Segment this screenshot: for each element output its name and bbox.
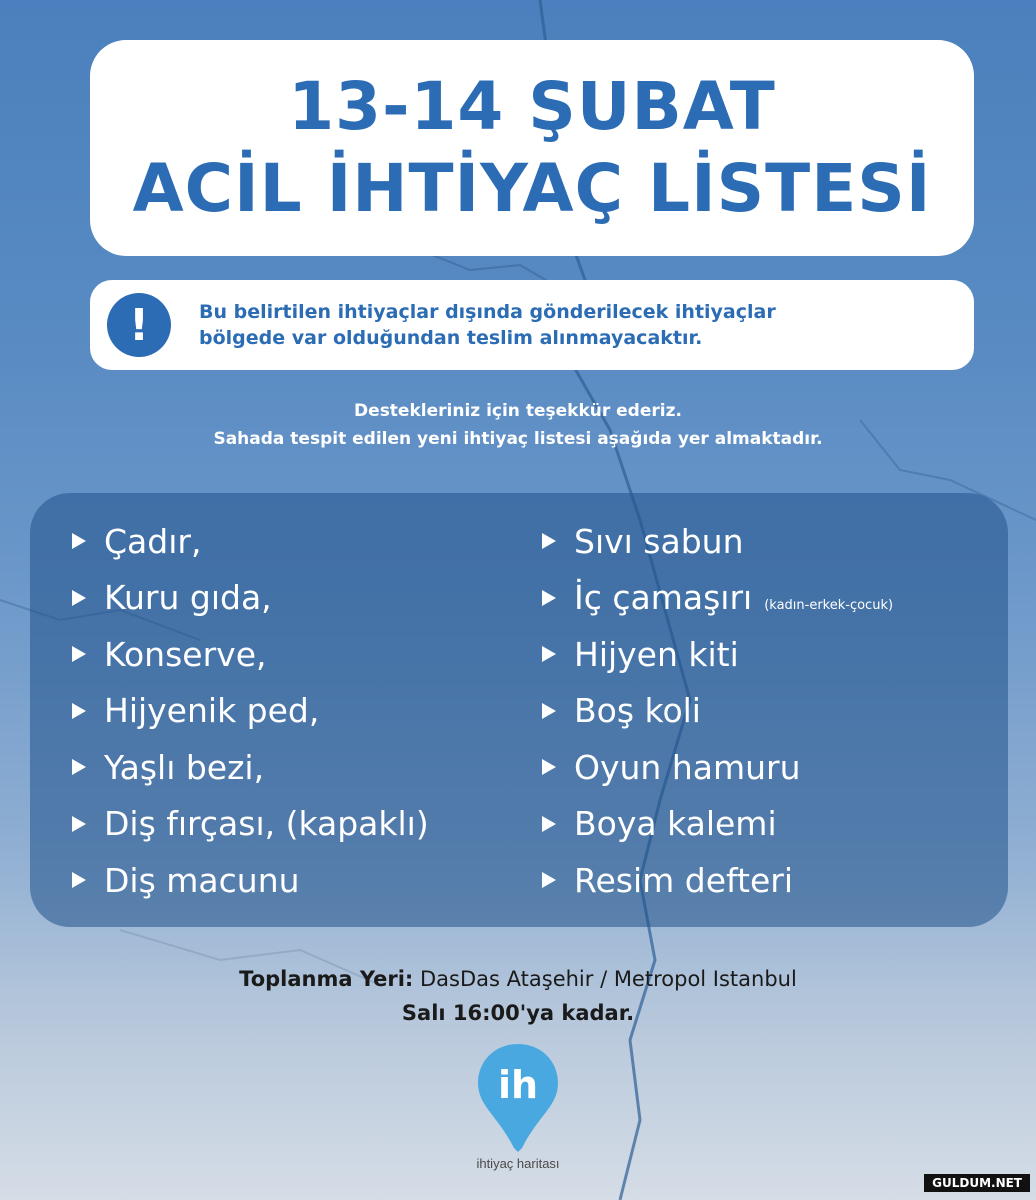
watermark: GULDUM.NET	[924, 1174, 1030, 1192]
item-label: Kuru gıda,	[104, 578, 272, 618]
thanks-message	[0, 397, 1036, 453]
item-label: Diş macunu	[104, 860, 300, 900]
list-item	[72, 513, 429, 570]
warning-line-1: Bu belirtilen ihtiyaçlar dışında gönderilecek ihtiyaçlar	[199, 301, 776, 323]
list-item	[72, 739, 429, 796]
play-arrow-icon	[542, 646, 556, 662]
play-arrow-icon	[542, 533, 556, 549]
play-arrow-icon	[72, 646, 86, 662]
list-item	[72, 570, 429, 627]
item-label: Resim defteri	[574, 860, 794, 900]
play-arrow-icon	[72, 703, 86, 719]
title-heading: ACİL İHTİYAÇ LİSTESİ	[132, 150, 932, 227]
play-arrow-icon	[72, 816, 86, 832]
logo-caption: ihtiyaç haritası	[476, 1156, 560, 1171]
needs-list	[30, 493, 1008, 927]
list-item	[72, 796, 429, 853]
ihtiyac-haritasi-logo	[476, 1042, 560, 1152]
logo-mark: ih	[497, 1063, 539, 1107]
needs-column-right	[542, 513, 893, 909]
meeting-label: Toplanma Yeri:	[239, 967, 414, 991]
play-arrow-icon	[542, 703, 556, 719]
thanks-line-1: Destekleriniz için teşekkür ederiz.	[354, 401, 682, 421]
thanks-line-2: Sahada tespit edilen yeni ihtiyaç listesi aşağıda yer almaktadır.	[213, 429, 823, 449]
item-label: Yaşlı bezi,	[104, 747, 265, 787]
title-date: 13-14 ŞUBAT	[288, 68, 776, 145]
needs-column-left	[72, 513, 429, 909]
list-item	[542, 626, 893, 683]
item-label: Hijyen kiti	[574, 634, 739, 674]
play-arrow-icon	[542, 872, 556, 888]
item-label: Sıvı sabun	[574, 521, 744, 561]
meeting-place-line	[0, 962, 1036, 996]
play-arrow-icon	[72, 872, 86, 888]
exclamation-icon: !	[107, 293, 171, 357]
item-label: Hijyenik ped,	[104, 691, 320, 731]
list-item	[542, 513, 893, 570]
list-item	[72, 852, 429, 909]
list-item	[542, 852, 893, 909]
play-arrow-icon	[72, 759, 86, 775]
warning-card	[90, 280, 974, 370]
play-arrow-icon	[542, 816, 556, 832]
meeting-place: DasDas Ataşehir / Metropol Istanbul	[420, 967, 797, 991]
item-label: Çadır,	[104, 521, 202, 561]
item-note: (kadın-erkek-çocuk)	[764, 598, 894, 614]
warning-text	[199, 299, 776, 351]
list-item	[542, 739, 893, 796]
warning-line-2: bölgede var olduğundan teslim alınmayacaktır.	[199, 327, 703, 349]
title-card	[90, 40, 974, 256]
item-label: Oyun hamuru	[574, 747, 801, 787]
list-item	[72, 626, 429, 683]
list-item	[542, 796, 893, 853]
item-label: Boş koli	[574, 691, 701, 731]
list-item	[542, 683, 893, 740]
play-arrow-icon	[542, 759, 556, 775]
play-arrow-icon	[72, 533, 86, 549]
item-label: Boya kalemi	[574, 804, 777, 844]
item-label: Konserve,	[104, 634, 267, 674]
meeting-deadline: Salı 16:00'ya kadar.	[401, 1001, 635, 1025]
list-item	[542, 570, 893, 627]
item-label: Diş fırçası, (kapaklı)	[104, 804, 429, 844]
item-label: İç çamaşırı	[574, 578, 753, 618]
list-item	[72, 683, 429, 740]
play-arrow-icon	[542, 590, 556, 606]
meeting-info	[0, 962, 1036, 1030]
play-arrow-icon	[72, 590, 86, 606]
